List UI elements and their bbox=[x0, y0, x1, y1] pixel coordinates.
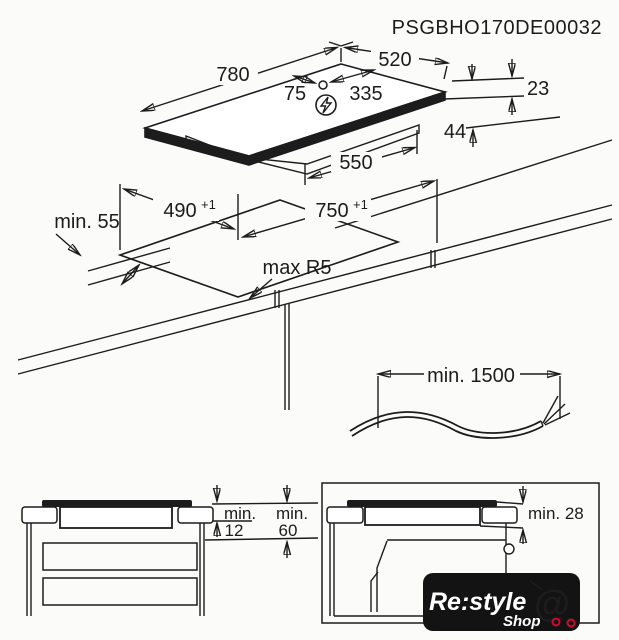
worktop-right-block bbox=[178, 507, 213, 523]
section-drawer-view bbox=[22, 485, 318, 616]
mains-cable-view bbox=[350, 360, 570, 438]
product-code: PSGBHO170DE00032 bbox=[391, 17, 602, 39]
svg-text:550: 550 bbox=[339, 152, 373, 174]
logo-text-sub: Shop bbox=[503, 613, 541, 630]
svg-text:520: 520 bbox=[378, 49, 412, 71]
svg-text:490: 490 bbox=[163, 200, 197, 222]
electrical-connection-icon bbox=[316, 95, 336, 115]
svg-text:780: 780 bbox=[216, 64, 250, 86]
dim-corner-radius bbox=[250, 257, 331, 298]
glass-cross-section bbox=[42, 500, 192, 507]
restyle-shop-logo bbox=[423, 573, 580, 631]
svg-text:75: 75 bbox=[283, 83, 307, 105]
drawer-bottom bbox=[43, 578, 197, 605]
svg-text:335: 335 bbox=[349, 83, 383, 105]
dim-drawer-clearances bbox=[205, 485, 318, 558]
svg-text:min. 55: min. 55 bbox=[54, 211, 120, 233]
svg-text:min. 1500: min. 1500 bbox=[427, 365, 515, 387]
worktop-left-block bbox=[22, 507, 57, 523]
dim-hob-heights bbox=[444, 59, 560, 147]
drawer-top bbox=[43, 543, 197, 570]
worktop-cutout-view bbox=[18, 140, 612, 410]
svg-text:min. 28: min. 28 bbox=[528, 504, 584, 523]
svg-text:+1: +1 bbox=[353, 197, 368, 212]
hob-housing-section bbox=[60, 507, 172, 528]
svg-text:23: 23 bbox=[527, 78, 550, 100]
logo-text-main: Re:style bbox=[429, 588, 527, 616]
svg-text:max R5: max R5 bbox=[262, 257, 332, 279]
svg-text:min.: min. bbox=[275, 504, 309, 523]
dim-cutout-width bbox=[238, 179, 437, 243]
hob-isometric-view bbox=[142, 42, 560, 185]
glass-cross-section bbox=[347, 500, 497, 507]
cable-entry-point bbox=[319, 81, 327, 89]
svg-text:12: 12 bbox=[224, 521, 244, 540]
hob-housing-section bbox=[365, 507, 480, 525]
dim-cutout-depth bbox=[120, 184, 234, 250]
dim-edge-clearance bbox=[54, 211, 170, 285]
svg-text:min.: min. bbox=[223, 504, 257, 523]
svg-text:+1: +1 bbox=[201, 197, 216, 212]
svg-text:60: 60 bbox=[278, 521, 298, 540]
svg-text:44: 44 bbox=[443, 121, 467, 143]
cable-hole bbox=[504, 544, 514, 554]
svg-text:750: 750 bbox=[315, 200, 349, 222]
logo-cart-at-icon: @ bbox=[534, 583, 571, 624]
oven-front-edge bbox=[377, 541, 387, 612]
